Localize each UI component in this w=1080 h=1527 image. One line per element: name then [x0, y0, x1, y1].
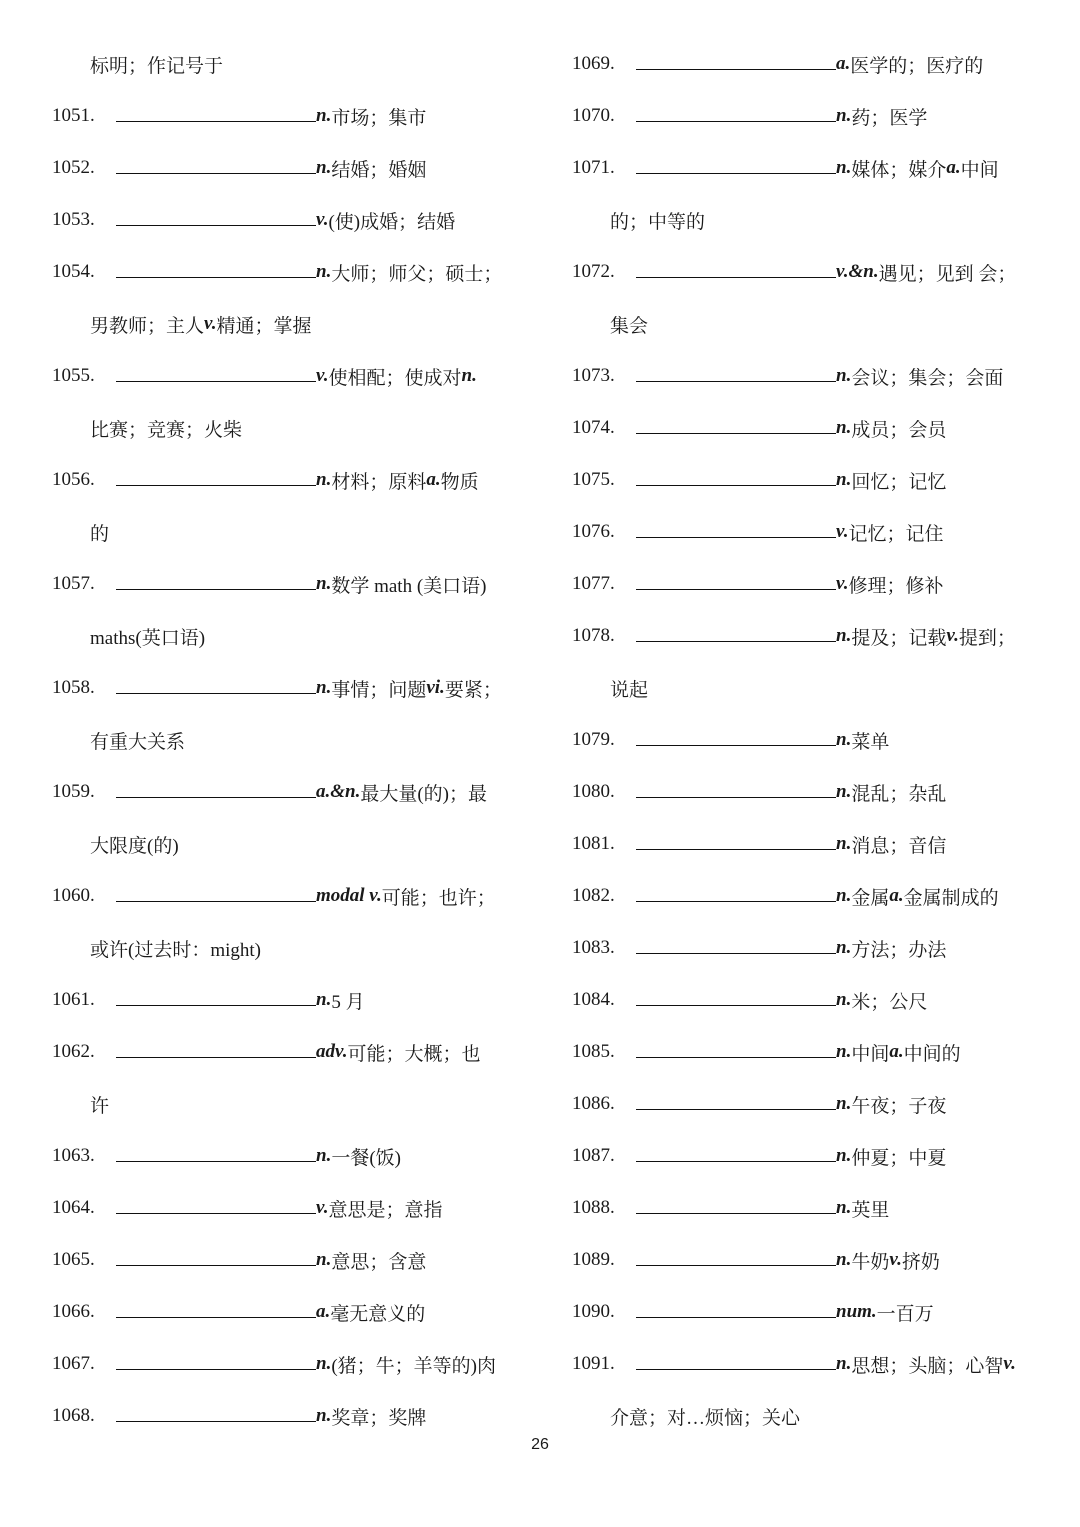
vocab-entry: [52, 1286, 522, 1338]
part-of-speech: n.: [836, 625, 852, 646]
definition-continuation: [572, 662, 1042, 714]
answer-blank[interactable]: [636, 1369, 836, 1370]
vocab-entry: [52, 766, 522, 818]
part-of-speech: n.: [836, 1093, 852, 1114]
vocab-entry: [572, 142, 1042, 194]
entry-number: 1086.: [572, 1093, 615, 1114]
answer-blank[interactable]: [636, 1213, 836, 1214]
answer-blank[interactable]: [636, 1265, 836, 1266]
entry-number: 1082.: [572, 885, 615, 906]
definition-text: 牛奶: [851, 1251, 890, 1273]
entry-number: 1069.: [572, 53, 615, 74]
part-of-speech: v.: [316, 1197, 329, 1218]
answer-blank[interactable]: [636, 1057, 836, 1058]
part-of-speech: n.: [316, 261, 332, 282]
part-of-speech: n.: [316, 1249, 332, 1270]
entry-number: 1067.: [52, 1353, 95, 1374]
definition-text: 金属制成的: [903, 887, 999, 909]
answer-blank[interactable]: [636, 433, 836, 434]
definition-text: 消息；音信: [851, 835, 947, 857]
entry-number: 1083.: [572, 937, 615, 958]
definition-text: 中间: [960, 159, 999, 181]
definition-text: 男教师；主人: [90, 315, 205, 337]
entry-number: 1062.: [52, 1041, 95, 1062]
definition-text: 提及；记载: [851, 627, 947, 649]
answer-blank[interactable]: [116, 121, 316, 122]
entry-number: 1089.: [572, 1249, 615, 1270]
part-of-speech: n.: [836, 937, 852, 958]
vocab-entry: [572, 246, 1042, 298]
left-column: [52, 38, 522, 1442]
vocab-entry: [52, 194, 522, 246]
definition-text: 金属: [851, 887, 890, 909]
answer-blank[interactable]: [116, 589, 316, 590]
vocab-entry: [52, 142, 522, 194]
answer-blank[interactable]: [116, 277, 316, 278]
definition-text: 一餐(饭): [331, 1147, 401, 1169]
definition-text: 中间的: [903, 1043, 961, 1065]
part-of-speech: n.: [461, 365, 477, 386]
entry-number: 1085.: [572, 1041, 615, 1062]
answer-blank[interactable]: [636, 121, 836, 122]
part-of-speech: a.: [946, 157, 961, 178]
definition-text: 使相配；使成对: [328, 367, 462, 389]
vocab-entry: [572, 922, 1042, 974]
vocab-entry: [572, 610, 1042, 662]
definition-continuation: [52, 298, 522, 350]
definition-text: 有重大关系: [90, 731, 186, 753]
entry-number: 1052.: [52, 157, 95, 178]
definition-text: 标明；作记号于: [90, 55, 224, 77]
part-of-speech: a.&n.: [316, 781, 361, 802]
entry-number: 1063.: [52, 1145, 95, 1166]
definition-text: 毫无意义的: [330, 1303, 426, 1325]
part-of-speech: n.: [836, 417, 852, 438]
definition-text: 修理；修补: [848, 575, 944, 597]
vocab-entry: [52, 246, 522, 298]
vocab-entry: [572, 974, 1042, 1026]
definition-text: 最大量(的)；最: [360, 783, 488, 805]
definition-text: 的: [90, 523, 110, 545]
part-of-speech: v.: [889, 1249, 902, 1270]
vocab-entry: [572, 558, 1042, 610]
answer-blank[interactable]: [636, 1161, 836, 1162]
definition-text: 奖章；奖牌: [331, 1407, 427, 1429]
answer-blank[interactable]: [636, 1005, 836, 1006]
definition-text: 可能；也许；: [381, 887, 496, 909]
answer-blank[interactable]: [636, 901, 836, 902]
vocab-entry: [572, 714, 1042, 766]
vocab-entry: [52, 1390, 522, 1442]
answer-blank[interactable]: [636, 277, 836, 278]
vocab-entry: [52, 1338, 522, 1390]
vocab-entry: [52, 1234, 522, 1286]
part-of-speech: n.: [316, 105, 332, 126]
part-of-speech: a.: [836, 53, 851, 74]
vocab-entry: [572, 454, 1042, 506]
definition-text: 介意；对…烦恼；关心: [610, 1407, 801, 1429]
entry-number: 1076.: [572, 521, 615, 542]
entry-number: 1056.: [52, 469, 95, 490]
part-of-speech: a.: [316, 1301, 331, 1322]
definition-text: 大师；师父；硕士；: [331, 263, 503, 285]
answer-blank[interactable]: [116, 797, 316, 798]
part-of-speech: n.: [836, 157, 852, 178]
answer-blank[interactable]: [636, 1317, 836, 1318]
part-of-speech: v.: [316, 365, 329, 386]
definition-text: 或许(过去时：might): [90, 939, 261, 961]
part-of-speech: vi.: [426, 677, 445, 698]
entry-number: 1091.: [572, 1353, 615, 1374]
definition-text: 的；中等的: [610, 211, 706, 233]
vocab-entry: [572, 506, 1042, 558]
definition-continuation: [52, 1078, 522, 1130]
part-of-speech: modal v.: [316, 885, 382, 906]
part-of-speech: n.: [836, 1145, 852, 1166]
definition-continuation: [52, 402, 522, 454]
part-of-speech: a.: [426, 469, 441, 490]
answer-blank[interactable]: [636, 485, 836, 486]
vocab-entry: [572, 1234, 1042, 1286]
part-of-speech: n.: [316, 573, 332, 594]
part-of-speech: n.: [836, 469, 852, 490]
vocab-entry: [572, 870, 1042, 922]
part-of-speech: n.: [836, 1041, 852, 1062]
definition-text: 仲夏；中夏: [851, 1147, 947, 1169]
definition-text: 比赛；竞赛；火柴: [90, 419, 243, 441]
vocab-entry: [52, 662, 522, 714]
answer-blank[interactable]: [116, 1057, 316, 1058]
definition-text: 思想；头脑；心智: [851, 1355, 1004, 1377]
entry-number: 1055.: [52, 365, 95, 386]
answer-blank[interactable]: [116, 1213, 316, 1214]
definition-text: 会议；集会；会面: [851, 367, 1004, 389]
definition-text: 方法；办法: [851, 939, 947, 961]
part-of-speech: n.: [316, 157, 332, 178]
right-column: [572, 38, 1042, 1442]
definition-continuation: [572, 194, 1042, 246]
answer-blank[interactable]: [116, 901, 316, 902]
answer-blank[interactable]: [116, 381, 316, 382]
answer-blank[interactable]: [116, 485, 316, 486]
definition-text: 媒体；媒介: [851, 159, 947, 181]
entry-number: 1061.: [52, 989, 95, 1010]
answer-blank[interactable]: [116, 173, 316, 174]
part-of-speech: n.: [836, 1353, 852, 1374]
entry-number: 1088.: [572, 1197, 615, 1218]
definition-text: 事情；问题: [331, 679, 427, 701]
definition-text: 提到；: [958, 627, 1016, 649]
definition-text: 意思；含意: [331, 1251, 427, 1273]
part-of-speech: n.: [836, 1197, 852, 1218]
entry-number: 1075.: [572, 469, 615, 490]
entry-number: 1068.: [52, 1405, 95, 1426]
definition-text: 回忆；记忆: [851, 471, 947, 493]
part-of-speech: n.: [836, 729, 852, 750]
answer-blank[interactable]: [636, 381, 836, 382]
definition-text: 记忆；记住: [848, 523, 944, 545]
definition-text: 成员；会员: [851, 419, 947, 441]
definition-continuation: [52, 506, 522, 558]
part-of-speech: v.: [204, 313, 217, 334]
entry-number: 1070.: [572, 105, 615, 126]
definition-text: maths(英口语): [90, 627, 206, 649]
part-of-speech: a.: [889, 885, 904, 906]
part-of-speech: v.&n.: [836, 261, 879, 282]
answer-blank[interactable]: [116, 1421, 316, 1422]
definition-continuation: [52, 38, 522, 90]
vocab-entry: [52, 90, 522, 142]
definition-text: 遇见；见到 会；: [878, 263, 1017, 285]
page-number: 26: [531, 1436, 549, 1453]
part-of-speech: v.: [836, 573, 849, 594]
part-of-speech: num.: [836, 1301, 877, 1322]
entry-number: 1066.: [52, 1301, 95, 1322]
vocab-entry: [572, 1078, 1042, 1130]
vocab-entry: [52, 1026, 522, 1078]
vocab-entry: [572, 38, 1042, 90]
answer-blank[interactable]: [116, 225, 316, 226]
entry-number: 1078.: [572, 625, 615, 646]
entry-number: 1064.: [52, 1197, 95, 1218]
definition-text: 混乱；杂乱: [851, 783, 947, 805]
definition-text: 精通；掌握: [216, 315, 312, 337]
vocab-entry: [572, 90, 1042, 142]
answer-blank[interactable]: [636, 537, 836, 538]
entry-number: 1080.: [572, 781, 615, 802]
part-of-speech: v.: [1003, 1353, 1016, 1374]
definition-text: 许: [90, 1095, 110, 1117]
part-of-speech: n.: [836, 105, 852, 126]
definition-text: 米；公尺: [851, 991, 928, 1013]
vocab-entry: [52, 1182, 522, 1234]
definition-text: 结婚；婚姻: [331, 159, 427, 181]
definition-text: 集会: [610, 315, 649, 337]
definition-text: (猪；牛；羊等的)肉: [331, 1355, 496, 1377]
part-of-speech: n.: [316, 1353, 332, 1374]
definition-text: 医学的；医疗的: [850, 55, 984, 77]
part-of-speech: v.: [836, 521, 849, 542]
vocab-entry: [52, 454, 522, 506]
entry-number: 1087.: [572, 1145, 615, 1166]
definition-continuation: [572, 298, 1042, 350]
answer-blank[interactable]: [116, 1369, 316, 1370]
entry-number: 1065.: [52, 1249, 95, 1270]
entry-number: 1072.: [572, 261, 615, 282]
definition-continuation: [52, 610, 522, 662]
definition-text: 说起: [610, 679, 649, 701]
answer-blank[interactable]: [636, 641, 836, 642]
part-of-speech: n.: [316, 1405, 332, 1426]
definition-continuation: [572, 1390, 1042, 1442]
answer-blank[interactable]: [636, 1109, 836, 1110]
vocab-entry: [52, 1130, 522, 1182]
definition-text: 一百万: [876, 1303, 934, 1325]
vocab-entry: [572, 1026, 1042, 1078]
vocab-entry: [572, 1182, 1042, 1234]
part-of-speech: n.: [836, 1249, 852, 1270]
part-of-speech: adv.: [316, 1041, 348, 1062]
definition-text: 英里: [851, 1199, 890, 1221]
vocab-entry: [572, 1130, 1042, 1182]
entry-number: 1073.: [572, 365, 615, 386]
part-of-speech: n.: [836, 833, 852, 854]
definition-text: 5 月: [331, 991, 365, 1013]
definition-text: (使)成婚；结婚: [328, 211, 456, 233]
definition-text: 要紧；: [444, 679, 502, 701]
vocab-entry: [52, 558, 522, 610]
part-of-speech: v.: [316, 209, 329, 230]
entry-number: 1059.: [52, 781, 95, 802]
entry-number: 1090.: [572, 1301, 615, 1322]
entry-number: 1057.: [52, 573, 95, 594]
definition-continuation: [52, 818, 522, 870]
definition-text: 意思是；意指: [328, 1199, 443, 1221]
entry-number: 1071.: [572, 157, 615, 178]
answer-blank[interactable]: [116, 1317, 316, 1318]
definition-text: 市场；集市: [331, 107, 427, 129]
part-of-speech: v.: [946, 625, 959, 646]
definition-text: 数学 math (美口语): [331, 575, 487, 597]
vocab-entry: [572, 766, 1042, 818]
entry-number: 1081.: [572, 833, 615, 854]
definition-text: 物质: [440, 471, 479, 493]
definition-text: 中间: [851, 1043, 890, 1065]
entry-number: 1054.: [52, 261, 95, 282]
entry-number: 1084.: [572, 989, 615, 1010]
definition-text: 菜单: [851, 731, 890, 753]
answer-blank[interactable]: [636, 589, 836, 590]
definition-text: 材料；原料: [331, 471, 427, 493]
definition-text: 大限度(的): [90, 835, 179, 857]
entry-number: 1077.: [572, 573, 615, 594]
vocab-entry: [52, 974, 522, 1026]
vocab-entry: [52, 350, 522, 402]
definition-continuation: [52, 714, 522, 766]
vocab-entry: [572, 818, 1042, 870]
vocab-entry: [572, 350, 1042, 402]
part-of-speech: n.: [316, 989, 332, 1010]
part-of-speech: a.: [889, 1041, 904, 1062]
entry-number: 1058.: [52, 677, 95, 698]
answer-blank[interactable]: [636, 745, 836, 746]
answer-blank[interactable]: [636, 69, 836, 70]
vocab-entry: [572, 1286, 1042, 1338]
vocab-entry: [52, 870, 522, 922]
answer-blank[interactable]: [636, 173, 836, 174]
definition-text: 可能；大概；也: [347, 1043, 481, 1065]
answer-blank[interactable]: [636, 953, 836, 954]
answer-blank[interactable]: [636, 797, 836, 798]
part-of-speech: n.: [316, 677, 332, 698]
definition-text: 药；医学: [851, 107, 928, 129]
entry-number: 1079.: [572, 729, 615, 750]
part-of-speech: n.: [836, 989, 852, 1010]
part-of-speech: n.: [836, 781, 852, 802]
answer-blank[interactable]: [116, 1005, 316, 1006]
part-of-speech: n.: [836, 365, 852, 386]
definition-continuation: [52, 922, 522, 974]
answer-blank[interactable]: [636, 849, 836, 850]
part-of-speech: n.: [316, 1145, 332, 1166]
part-of-speech: n.: [316, 469, 332, 490]
answer-blank[interactable]: [116, 1265, 316, 1266]
answer-blank[interactable]: [116, 1161, 316, 1162]
definition-text: 挤奶: [901, 1251, 940, 1273]
entry-number: 1074.: [572, 417, 615, 438]
entry-number: 1051.: [52, 105, 95, 126]
answer-blank[interactable]: [116, 693, 316, 694]
definition-text: 午夜；子夜: [851, 1095, 947, 1117]
vocab-entry: [572, 1338, 1042, 1390]
vocab-entry: [572, 402, 1042, 454]
entry-number: 1060.: [52, 885, 95, 906]
part-of-speech: n.: [836, 885, 852, 906]
entry-number: 1053.: [52, 209, 95, 230]
